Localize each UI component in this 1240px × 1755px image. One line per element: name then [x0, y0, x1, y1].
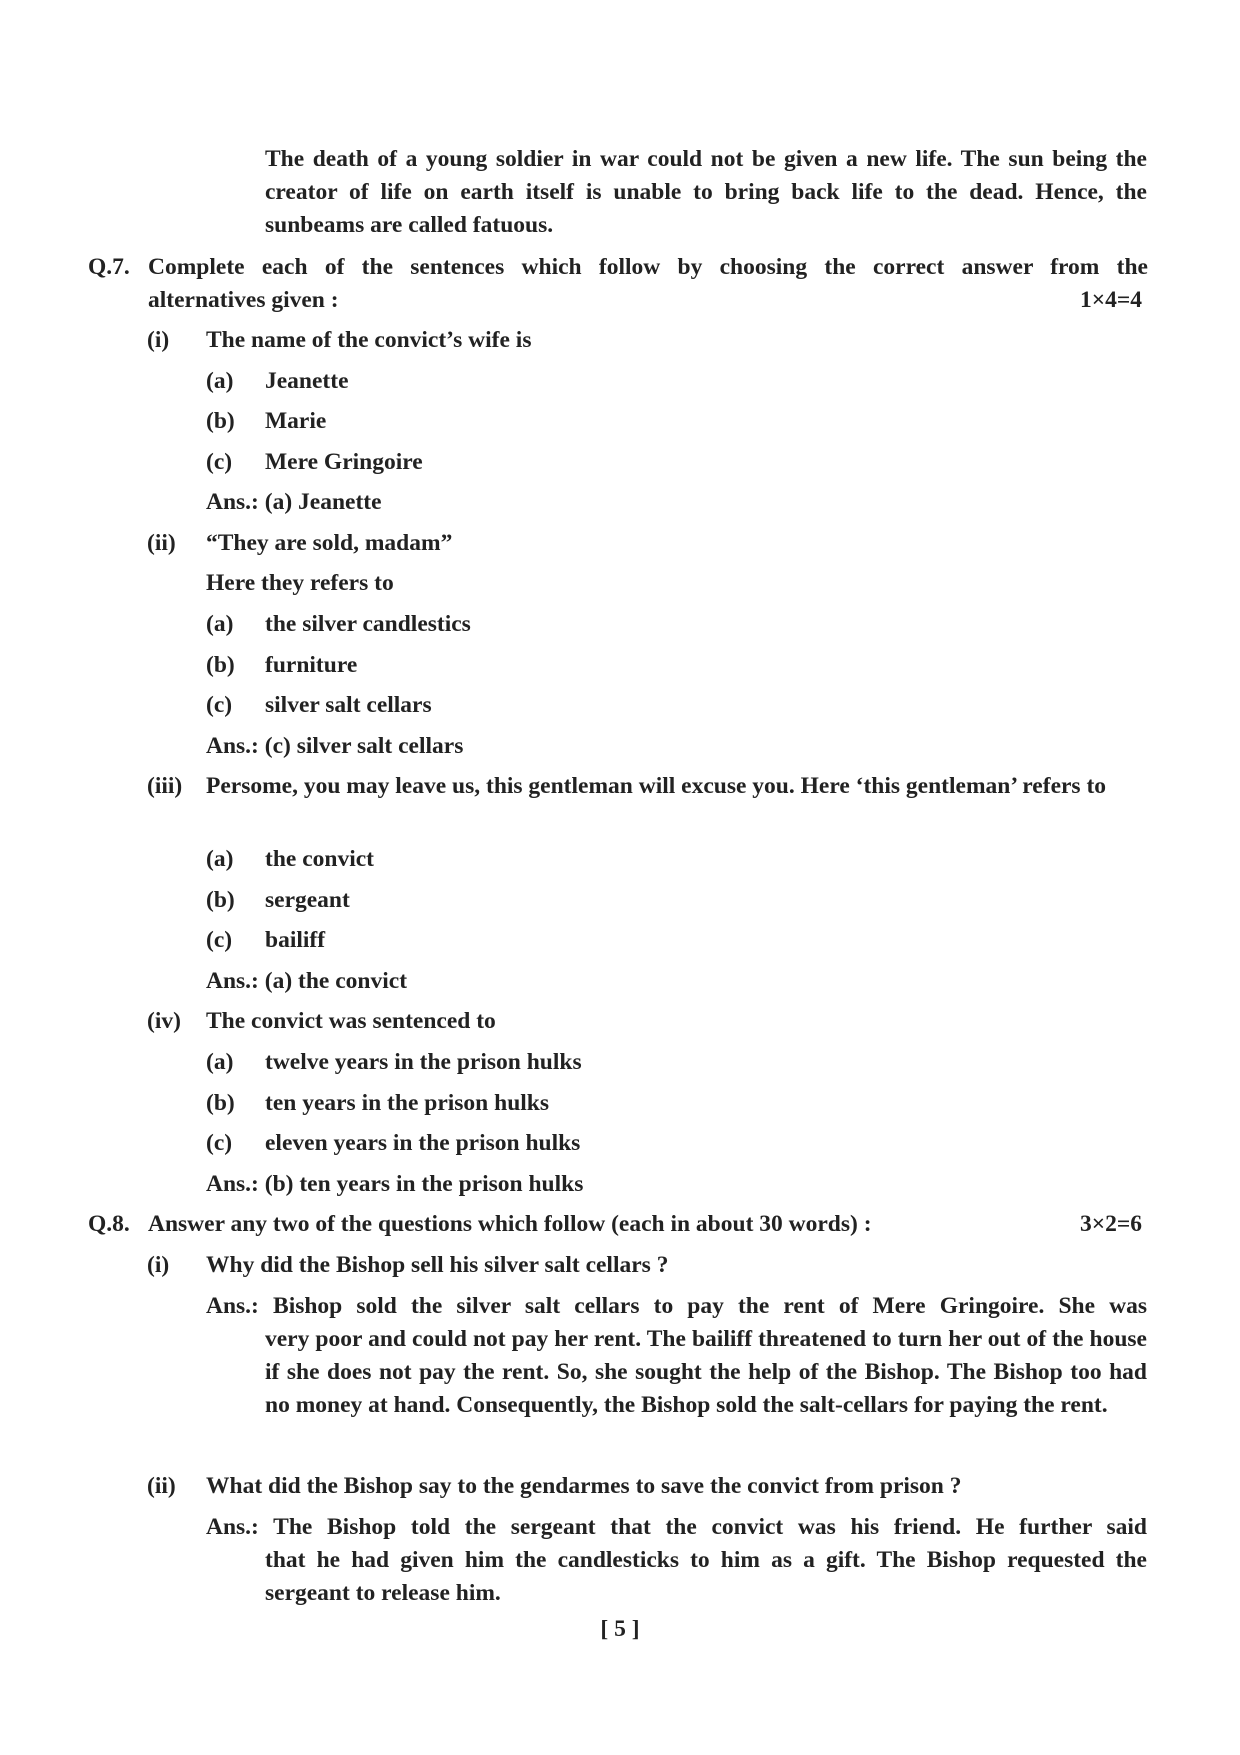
q7-i-answer: Ans.: (a) Jeanette: [206, 489, 382, 515]
answer-first: Bishop sold the silver salt cellars to pay the rent of Mere Gringoire. She was: [273, 1293, 1148, 1319]
answer-rest: that he had given him the candlesticks to him as a gift. The Bishop requested the sergeant to release him.: [265, 1547, 1147, 1606]
option-text: bailiff: [265, 927, 326, 953]
q7-ii-option-c: [206, 689, 432, 722]
item-label: (ii): [147, 530, 176, 556]
q7-iv-answer: Ans.: (b) ten years in the prison hulks: [206, 1171, 584, 1197]
option-label: (c): [206, 927, 233, 953]
q8-ii-answer: [206, 1511, 1147, 1610]
q8-item-i: [147, 1249, 669, 1282]
option-label: (b): [206, 408, 235, 434]
q7-item-ii: [147, 527, 453, 560]
option-text: the silver candlestics: [265, 611, 471, 637]
q7-i-option-b: [206, 405, 327, 438]
q8-instruction: Answer any two of the questions which follow (each in about 30 words) :: [148, 1211, 872, 1237]
q8-number: Q.8.: [88, 1211, 130, 1237]
q7-ii-answer: Ans.: (c) silver salt cellars: [206, 733, 464, 759]
option-label: (c): [206, 692, 233, 718]
q7-marks: 1×4=4: [1079, 287, 1142, 313]
item-label: (iv): [147, 1008, 181, 1034]
item-label: (i): [147, 1252, 170, 1278]
q7-i-option-c: [206, 446, 423, 479]
answer-first-line: [206, 1290, 1147, 1323]
answer-prefix: Ans.:: [206, 1293, 259, 1319]
answer-first: The Bishop told the sergeant that the convict was his friend. He further said: [273, 1514, 1148, 1540]
option-label: (a): [206, 368, 234, 394]
option-text: Jeanette: [265, 368, 349, 394]
q8-marks: 3×2=6: [1079, 1211, 1142, 1237]
answer-prefix: Ans.:: [206, 1514, 259, 1540]
option-label: (a): [206, 846, 234, 872]
q7-iv-option-c: [206, 1127, 581, 1160]
option-text: twelve years in the prison hulks: [265, 1049, 582, 1075]
q7-iv-option-b: [206, 1087, 550, 1120]
item-question: What did the Bishop say to the gendarmes to save the convict from prison ?: [206, 1473, 962, 1499]
q7-instruction-line1: Complete each of the sentences which follow by choosing the correct answer from the: [148, 254, 1148, 280]
q7-number: Q.7.: [88, 254, 130, 280]
q7-iii-option-b: [206, 884, 350, 917]
item-label: (iii): [147, 773, 183, 799]
q7-i-option-a: [206, 365, 349, 398]
option-text: sergeant: [265, 887, 350, 913]
q7-ii-option-b: [206, 649, 358, 682]
q7-item-iv: [147, 1005, 496, 1038]
intro-paragraph: The death of a young soldier in war could not be given a new life. The sun being the creator of life on earth itself is unable to bring back life to the dead. Hence, the sunbeams are called fatuous.: [265, 146, 1147, 238]
option-text: Marie: [265, 408, 327, 434]
q8-item-ii: [147, 1470, 962, 1503]
q7-item-iii: [147, 770, 1147, 803]
option-label: (b): [206, 887, 235, 913]
page-number: [ 5 ]: [600, 1616, 640, 1642]
item-question: Why did the Bishop sell his silver salt cellars ?: [206, 1252, 669, 1278]
item-question: The convict was sentenced to: [206, 1008, 496, 1034]
option-label: (a): [206, 611, 234, 637]
q8-i-answer: [206, 1290, 1147, 1422]
option-label: (b): [206, 652, 235, 678]
q7-iii-option-c: [206, 924, 326, 957]
q7-instruction-line2: alternatives given :: [148, 287, 339, 313]
option-text: silver salt cellars: [265, 692, 432, 718]
item-question: The name of the convict’s wife is: [206, 327, 532, 353]
option-text: eleven years in the prison hulks: [265, 1130, 581, 1156]
option-label: (c): [206, 449, 233, 475]
answer-first-line: [206, 1511, 1147, 1544]
q7-ii-question-line2: Here they refers to: [206, 570, 394, 596]
answer-rest: very poor and could not pay her rent. The bailiff threatened to turn her out of the house if she does not pay the rent. So, she sought the help of the Bishop. The Bishop too had no money at hand. Consequently, the Bishop sold the salt-cellars for paying the rent.: [265, 1326, 1147, 1418]
option-text: the convict: [265, 846, 374, 872]
option-text: furniture: [265, 652, 358, 678]
item-label: (i): [147, 327, 170, 353]
item-question: “They are sold, madam”: [206, 530, 453, 556]
q7-item-i: [147, 324, 532, 357]
option-text: ten years in the prison hulks: [265, 1090, 550, 1116]
option-label: (a): [206, 1049, 234, 1075]
q7-ii-option-a: [206, 608, 471, 641]
item-question: Persome, you may leave us, this gentleman will excuse you. Here ‘this gentleman’ refers to: [206, 773, 1107, 799]
q7-iv-option-a: [206, 1046, 582, 1079]
option-label: (c): [206, 1130, 233, 1156]
q7-iii-option-a: [206, 843, 374, 876]
item-label: (ii): [147, 1473, 176, 1499]
q7-iii-answer: Ans.: (a) the convict: [206, 968, 408, 994]
option-label: (b): [206, 1090, 235, 1116]
option-text: Mere Gringoire: [265, 449, 423, 475]
